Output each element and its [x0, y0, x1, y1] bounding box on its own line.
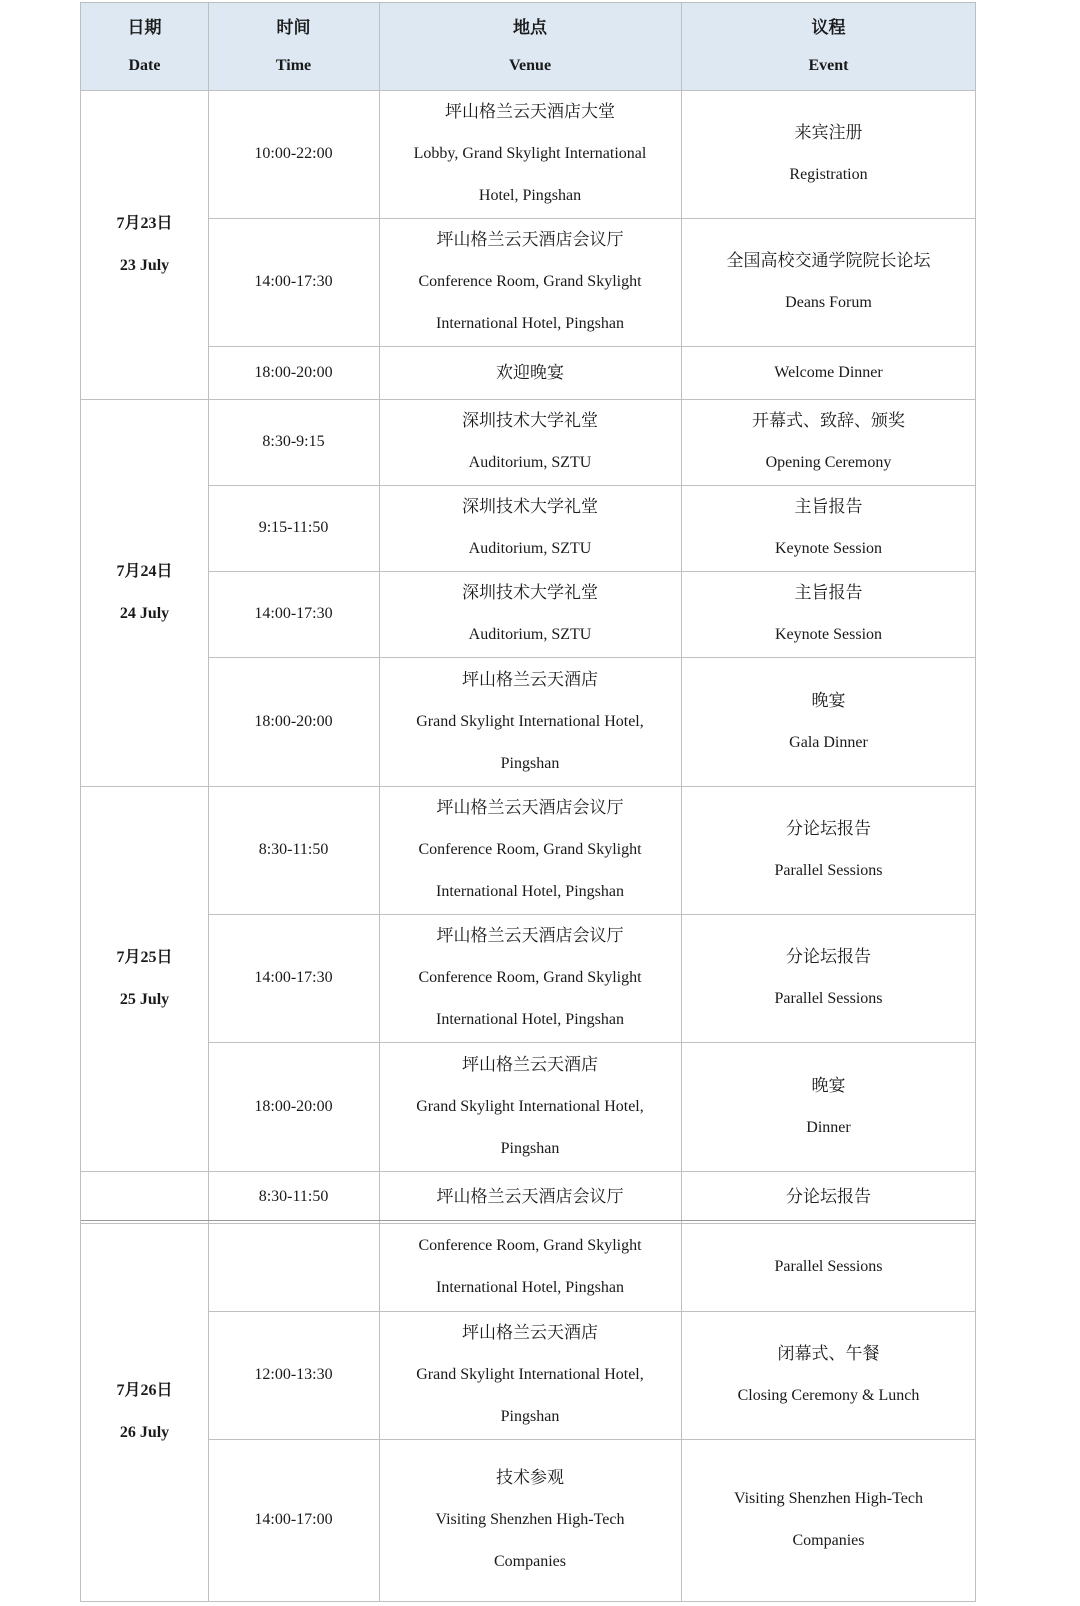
time-cell-line: 10:00-22:00 — [254, 145, 333, 162]
venue-cell-line: Conference Room, Grand Skylight — [418, 273, 642, 290]
time-cell-line: 8:30-9:15 — [262, 433, 325, 450]
header-venue — [379, 3, 681, 90]
venue-cell-line: Companies — [494, 1553, 566, 1570]
venue-cell-line: Pingshan — [500, 754, 560, 772]
event-cell-line: Parallel Sessions — [774, 1258, 883, 1275]
venue-cell-line: International Hotel, Pingshan — [436, 1011, 624, 1028]
time-cell — [208, 914, 379, 1042]
venue-cell — [379, 90, 681, 218]
event-cell-line: 主旨报告 — [794, 497, 863, 517]
date-cn: 7月25日 — [116, 948, 173, 966]
venue-cell-line: 深圳技术大学礼堂 — [462, 583, 598, 603]
time-cell-line: 18:00-20:00 — [254, 712, 333, 730]
time-cell-line: 9:15-11:50 — [258, 519, 329, 536]
time-cell — [208, 786, 379, 914]
venue-cell-line: Conference Room, Grand Skylight — [418, 841, 642, 858]
venue-cell — [379, 914, 681, 1042]
date-cell — [81, 399, 208, 786]
event-cell-line: Closing Ceremony & Lunch — [737, 1387, 920, 1404]
event-cell — [681, 657, 976, 786]
time-cell-line: 8:30-11:50 — [258, 1188, 329, 1205]
event-cell-line: Deans Forum — [785, 294, 872, 311]
date-en: 24 July — [119, 604, 170, 622]
venue-cell-line: International Hotel, Pingshan — [436, 883, 624, 900]
event-cell — [681, 1042, 976, 1171]
time-cell — [208, 1439, 379, 1601]
event-cell — [681, 571, 976, 657]
venue-cell — [379, 218, 681, 346]
venue-cell — [379, 657, 681, 786]
event-cell-line: 开幕式、致辞、颁奖 — [752, 411, 905, 431]
time-cell-line: 14:00-17:30 — [254, 605, 333, 622]
time-cell — [208, 571, 379, 657]
venue-cell — [379, 1171, 681, 1223]
venue-cell-line: 深圳技术大学礼堂 — [462, 497, 598, 517]
venue-cell — [379, 1042, 681, 1171]
event-cell — [681, 218, 976, 346]
venue-cell — [379, 1439, 681, 1601]
event-cell — [681, 1311, 976, 1439]
venue-cell-line: 坪山格兰云天酒店会议厅 — [436, 926, 624, 946]
header-event-en: Event — [808, 56, 849, 74]
time-cell — [208, 1311, 379, 1439]
venue-cell-line: International Hotel, Pingshan — [436, 1279, 624, 1296]
venue-cell — [379, 1223, 681, 1311]
event-cell-line: 全国高校交通学院院长论坛 — [726, 251, 931, 271]
venue-cell-line: Hotel, Pingshan — [478, 187, 582, 204]
event-cell-line: Parallel Sessions — [774, 990, 883, 1007]
time-cell-line: 14:00-17:30 — [254, 273, 333, 290]
event-cell-line: Gala Dinner — [789, 733, 868, 751]
date-en: 26 July — [119, 1424, 170, 1441]
venue-cell-line: 坪山格兰云天酒店 — [462, 669, 598, 690]
event-cell-line: Companies — [792, 1532, 865, 1549]
event-cell-line: Registration — [789, 166, 868, 183]
event-cell-line: 闭幕式、午餐 — [777, 1344, 880, 1364]
date-cn: 7月24日 — [116, 562, 173, 580]
event-cell — [681, 1223, 976, 1311]
time-cell — [208, 657, 379, 786]
time-cell-line: 14:00-17:30 — [254, 969, 333, 986]
event-cell-line: Welcome Dinner — [774, 363, 883, 381]
time-cell-line: 14:00-17:00 — [254, 1511, 333, 1528]
venue-cell-line: Conference Room, Grand Skylight — [418, 969, 642, 986]
event-cell-line: 晚宴 — [811, 1075, 846, 1096]
venue-cell — [379, 485, 681, 571]
header-event — [681, 3, 976, 90]
header-date — [81, 3, 208, 90]
event-cell-line: Keynote Session — [774, 626, 883, 643]
venue-cell-line: 坪山格兰云天酒店大堂 — [445, 102, 615, 122]
header-venue-cn: 地点 — [513, 17, 547, 38]
header-event-cn: 议程 — [811, 17, 846, 38]
date-cell — [81, 1223, 208, 1601]
event-cell-line: 主旨报告 — [794, 583, 863, 603]
event-cell-line: 分论坛报告 — [786, 819, 871, 839]
date-cn: 7月26日 — [116, 1382, 173, 1399]
venue-cell-line: 技术参观 — [496, 1468, 564, 1488]
date-cell — [81, 90, 208, 399]
row-divider — [81, 1601, 976, 1602]
event-cell — [681, 399, 976, 485]
time-cell — [208, 90, 379, 218]
time-cell — [208, 1171, 379, 1223]
venue-cell-line: 深圳技术大学礼堂 — [462, 411, 598, 431]
event-cell — [681, 90, 976, 218]
date-cell — [81, 786, 208, 1171]
venue-cell-line: 坪山格兰云天酒店会议厅 — [436, 1187, 624, 1207]
event-cell — [681, 485, 976, 571]
venue-cell-line: 坪山格兰云天酒店 — [462, 1054, 598, 1075]
event-cell-line: Visiting Shenzhen High-Tech — [734, 1490, 923, 1507]
header-time — [208, 3, 379, 90]
venue-cell — [379, 786, 681, 914]
venue-cell-line: 坪山格兰云天酒店会议厅 — [436, 230, 624, 250]
time-cell — [208, 218, 379, 346]
date-en: 25 July — [119, 990, 170, 1008]
event-cell-line: 来宾注册 — [794, 123, 863, 143]
event-cell-line: Opening Ceremony — [765, 454, 892, 471]
venue-cell-line: Auditorium, SZTU — [468, 626, 592, 643]
time-cell — [208, 485, 379, 571]
header-date-en: Date — [128, 56, 161, 74]
time-cell-line: 18:00-20:00 — [254, 1097, 333, 1115]
venue-cell — [379, 571, 681, 657]
event-cell — [681, 1171, 976, 1223]
time-cell — [208, 346, 379, 399]
venue-cell — [379, 1311, 681, 1439]
time-cell — [208, 399, 379, 485]
venue-cell-line: Pingshan — [500, 1408, 560, 1425]
header-venue-en: Venue — [508, 56, 552, 74]
event-cell-line: 分论坛报告 — [786, 1187, 871, 1207]
event-cell-line: Parallel Sessions — [774, 862, 883, 879]
table-header — [81, 3, 975, 90]
venue-cell — [379, 346, 681, 399]
venue-cell-line: 坪山格兰云天酒店 — [462, 1323, 598, 1343]
event-cell-line: Dinner — [806, 1118, 851, 1136]
venue-cell-line: Auditorium, SZTU — [468, 454, 592, 471]
schedule-table — [80, 2, 976, 1602]
event-cell — [681, 786, 976, 914]
venue-cell-line: Lobby, Grand Skylight International — [413, 145, 647, 162]
venue-cell-line: Grand Skylight International Hotel, — [416, 1097, 644, 1115]
time-cell-line: 8:30-11:50 — [258, 841, 329, 858]
event-cell-line: Keynote Session — [774, 540, 883, 557]
header-time-cn: 时间 — [276, 17, 311, 38]
event-cell — [681, 1439, 976, 1601]
time-cell-line: 12:00-13:30 — [254, 1366, 333, 1383]
date-cn: 7月23日 — [116, 214, 173, 232]
venue-cell-line: 坪山格兰云天酒店会议厅 — [436, 798, 624, 818]
event-cell — [681, 914, 976, 1042]
time-cell-line: 18:00-20:00 — [254, 363, 333, 381]
venue-cell-line: International Hotel, Pingshan — [436, 315, 624, 332]
event-cell-line: 晚宴 — [811, 690, 846, 711]
venue-cell-line: 欢迎晚宴 — [496, 362, 564, 383]
venue-cell-line: Grand Skylight International Hotel, — [416, 1366, 644, 1383]
venue-cell-line: Visiting Shenzhen High-Tech — [435, 1511, 625, 1528]
venue-cell-line: Auditorium, SZTU — [468, 540, 592, 557]
venue-cell-line: Conference Room, Grand Skylight — [418, 1237, 642, 1254]
venue-cell-line: Pingshan — [500, 1139, 560, 1157]
header-date-cn: 日期 — [127, 17, 162, 38]
date-en: 23 July — [119, 256, 170, 274]
time-cell — [208, 1042, 379, 1171]
event-cell-line: 分论坛报告 — [786, 947, 871, 967]
event-cell — [681, 346, 976, 399]
header-time-en: Time — [275, 56, 312, 74]
venue-cell-line: Grand Skylight International Hotel, — [416, 712, 644, 730]
venue-cell — [379, 399, 681, 485]
